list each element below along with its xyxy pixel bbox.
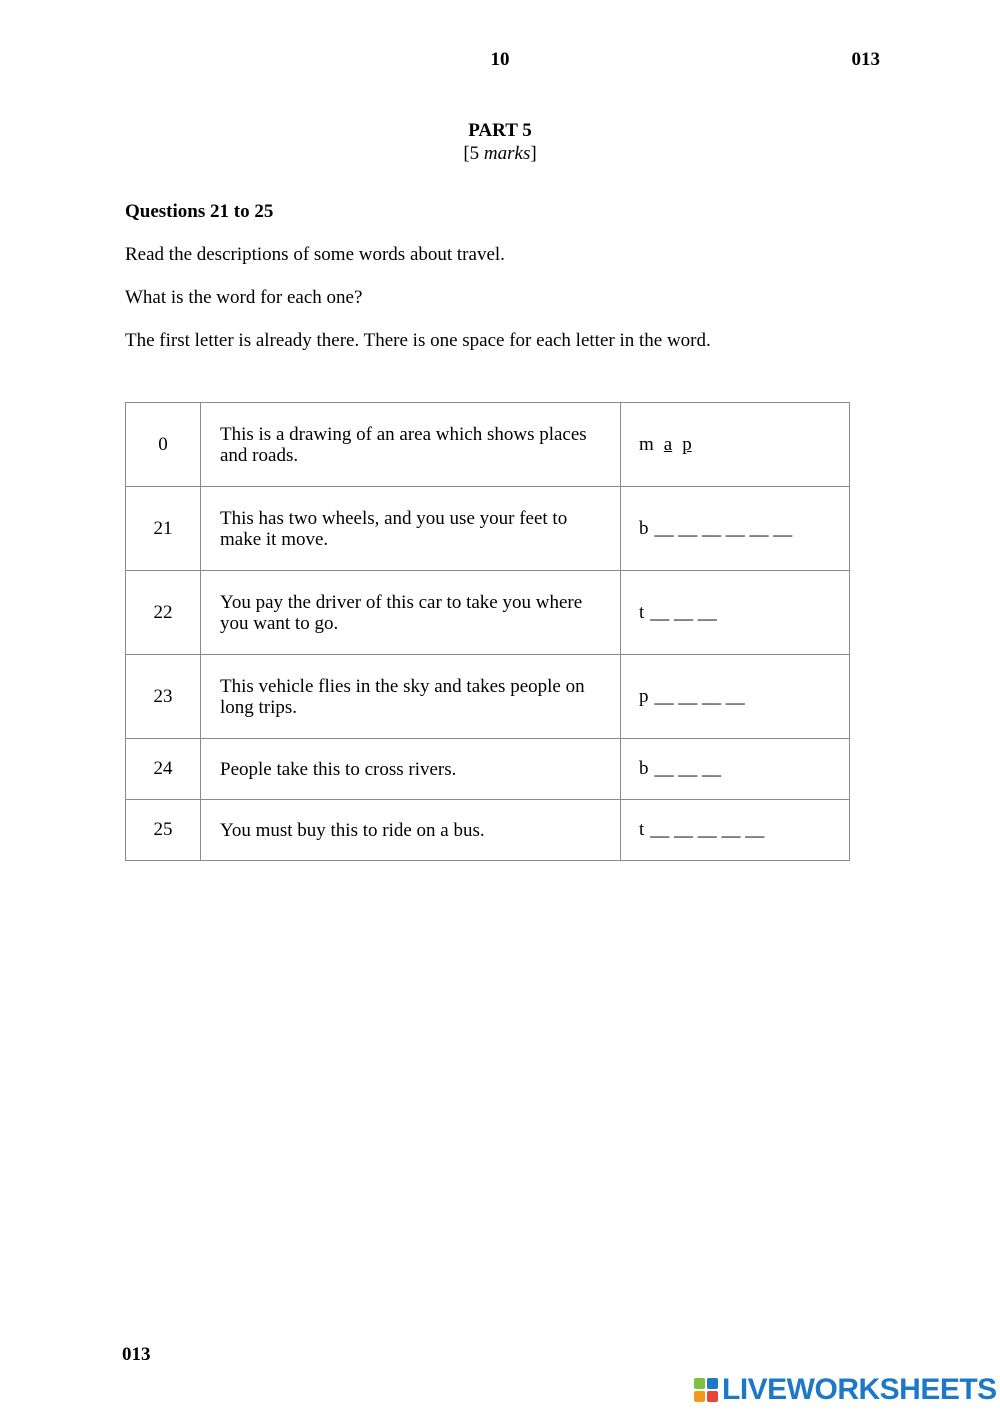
marks-word: marks [483, 143, 531, 164]
question-number: 21 [126, 487, 201, 571]
question-description: This is a drawing of an area which shows places and roads. [201, 403, 621, 487]
question-number: 25 [126, 800, 201, 861]
answer-cell[interactable] [621, 739, 850, 800]
answer-cell[interactable] [621, 487, 850, 571]
marks-open: [5 [463, 143, 484, 164]
question-description: You must buy this to ride on a bus. [201, 800, 621, 861]
answer-cell-example [621, 403, 850, 487]
questions-heading: Questions 21 to 25 [125, 201, 274, 222]
page-number: 10 [490, 49, 510, 70]
question-number: 23 [126, 655, 201, 739]
liveworksheets-icon [694, 1378, 718, 1402]
answer-first-letter: t [639, 819, 645, 840]
answer-letter: p [682, 433, 692, 455]
answer-cell[interactable] [621, 655, 850, 739]
table-row [126, 487, 850, 571]
part-title: PART 5 [468, 120, 532, 141]
marks-close: ] [530, 143, 537, 164]
instruction-2: What is the word for each one? [125, 287, 363, 308]
part-marks [400, 143, 600, 165]
question-number: 24 [126, 739, 201, 800]
answer-blanks[interactable]: __ __ __ [654, 758, 721, 779]
logo-text: LIVEWORKSHEETS [722, 1373, 997, 1406]
answer-first-letter: t [639, 601, 645, 623]
exam-code-bottom: 013 [122, 1344, 151, 1365]
answer-blanks[interactable]: __ __ __ __ __ [650, 819, 765, 840]
table-row [126, 655, 850, 739]
question-description: This has two wheels, and you use your feet to make it move. [201, 487, 621, 571]
question-number: 0 [126, 403, 201, 487]
table-row [126, 800, 850, 861]
answer-blanks[interactable]: __ __ __ [650, 601, 717, 623]
answer-first-letter: b [639, 517, 649, 539]
answer-blanks[interactable]: __ __ __ __ [654, 685, 745, 707]
instruction-3: The first letter is already there. There is one space for each letter in the word. [125, 330, 711, 351]
exam-code-top: 013 [851, 49, 880, 70]
question-description: You pay the driver of this car to take you where you want to go. [201, 571, 621, 655]
question-number: 22 [126, 571, 201, 655]
answer-first-letter: b [639, 758, 649, 779]
instruction-1: Read the descriptions of some words about travel. [125, 244, 505, 265]
table-row [126, 739, 850, 800]
table-row [126, 571, 850, 655]
table-row [126, 403, 850, 487]
answer-letter: a [663, 433, 673, 455]
answer-first-letter: m [639, 433, 654, 455]
question-description: This vehicle flies in the sky and takes people on long trips. [201, 655, 621, 739]
questions-table [125, 402, 850, 861]
liveworksheets-logo[interactable] [694, 1372, 997, 1408]
answer-first-letter: p [639, 685, 649, 707]
question-description: People take this to cross rivers. [201, 739, 621, 800]
answer-cell[interactable] [621, 800, 850, 861]
answer-blanks[interactable]: __ __ __ __ __ __ [654, 517, 793, 539]
answer-cell[interactable] [621, 571, 850, 655]
